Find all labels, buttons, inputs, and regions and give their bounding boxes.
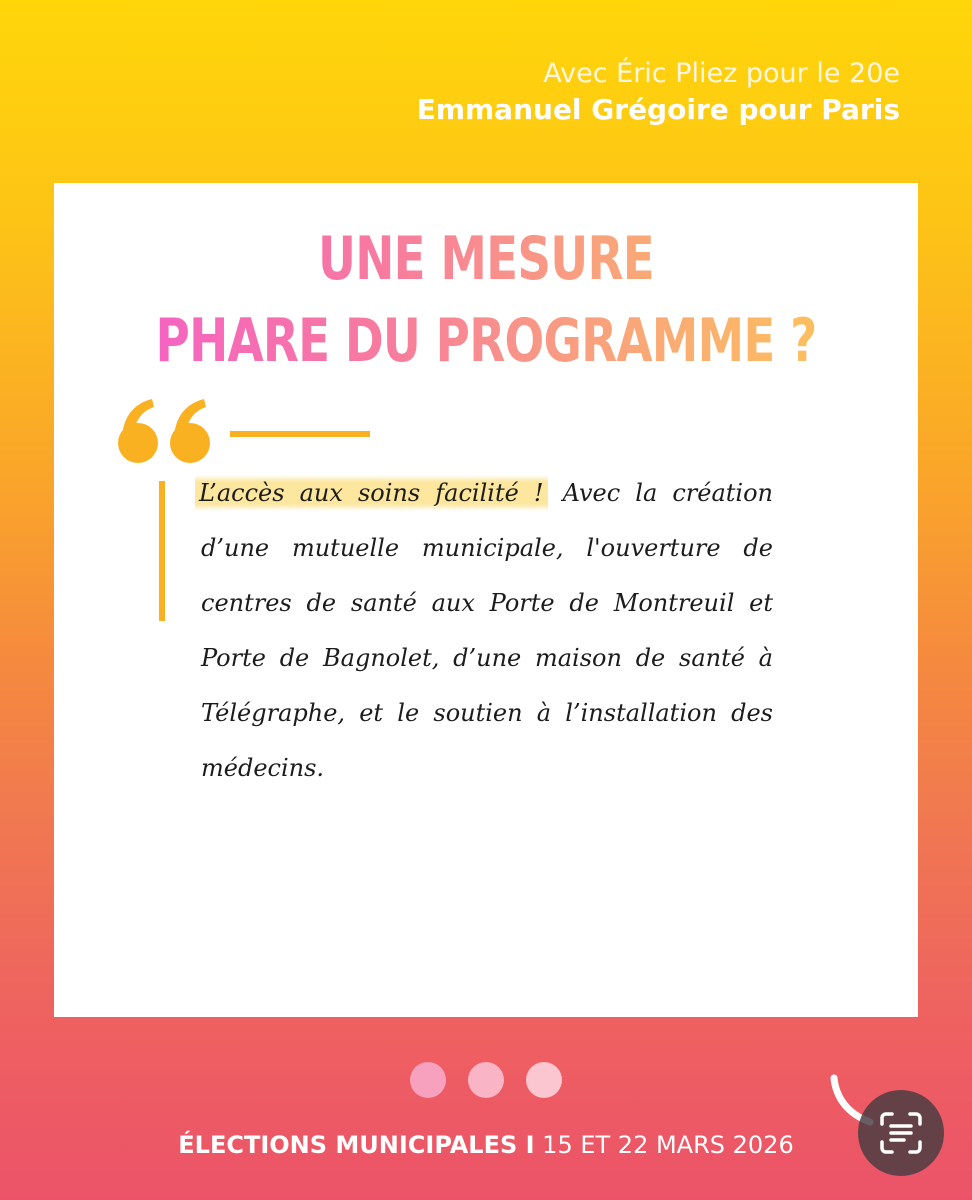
footer-election-label: ÉLECTIONS MUNICIPALES I — [178, 1131, 535, 1159]
scan-text-button[interactable] — [858, 1090, 944, 1176]
quote-divider — [230, 431, 370, 437]
pagination-dot-1[interactable] — [410, 1062, 446, 1098]
quote-side-bar — [159, 481, 165, 621]
footer — [0, 1128, 972, 1162]
footer-election-dates: 15 ET 22 MARS 2026 — [534, 1131, 794, 1159]
pagination-dot-2[interactable] — [468, 1062, 504, 1098]
header-title: Emmanuel Grégoire pour Paris — [416, 93, 900, 126]
header — [417, 56, 900, 128]
quote-highlight: L’accès aux soins facilité ! — [195, 475, 548, 511]
scan-text-icon — [878, 1110, 924, 1156]
pagination-dots — [410, 1062, 562, 1098]
quote-body: Avec la création d’une mutuelle municipale, l'ouverture de centres de santé aux Porte de Montreuil et Porte de Bagnolet, d’une maison de santé à Télégraphe, et le soutien à l’installation des médecins. — [201, 479, 773, 782]
pagination-dot-3[interactable] — [526, 1062, 562, 1098]
header-subtitle: Avec Éric Pliez pour le 20e — [543, 58, 900, 89]
quote-icon — [116, 397, 216, 467]
quote-card — [54, 183, 918, 1017]
card-title-line1: UNE MESURE — [149, 223, 823, 295]
quote-text — [201, 466, 773, 796]
card-title-line2: PHARE DU PROGRAMME ? — [149, 305, 823, 377]
